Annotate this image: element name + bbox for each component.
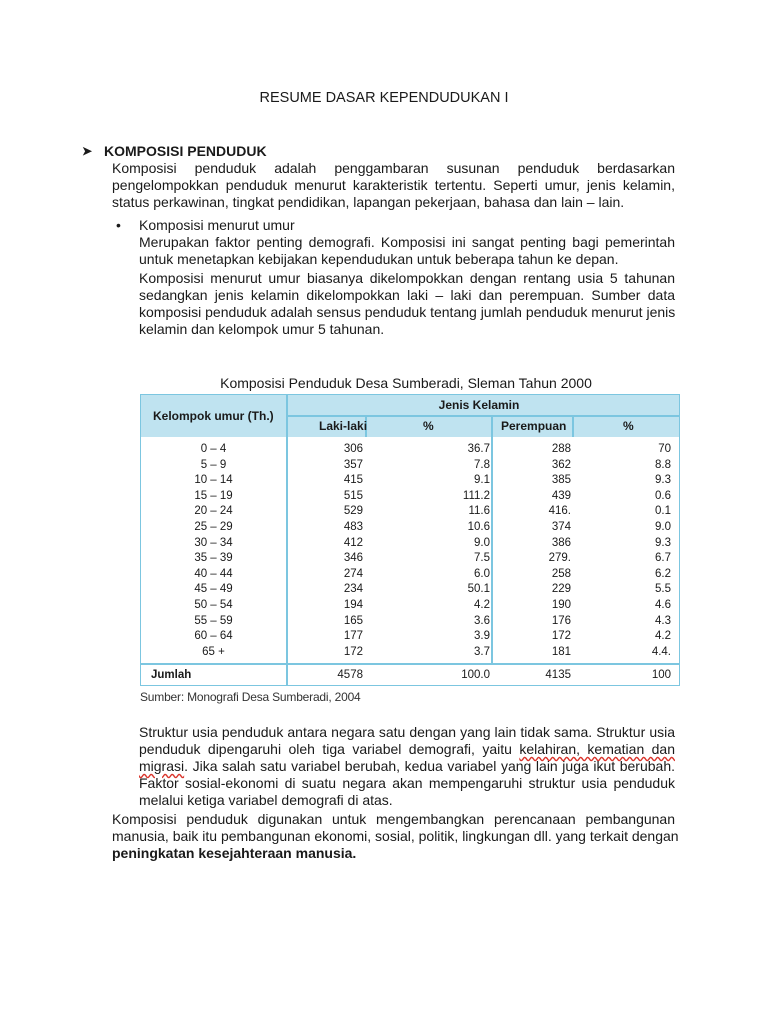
row-female: 386 (551, 536, 571, 549)
total-label: Jumlah (151, 669, 192, 681)
row-male-pct: 3.7 (474, 645, 490, 658)
row-male: 357 (343, 458, 363, 471)
intro-line: Komposisi penduduk adalah penggambaran susunan penduduk berdasarkan (112, 160, 675, 176)
after-line: melalui ketiga variabel demografi di atas. (139, 792, 393, 808)
row-age: 60 – 64 (194, 630, 233, 643)
row-female: 172 (551, 630, 571, 643)
row-female-pct: 5.5 (655, 583, 671, 596)
row-male: 346 (343, 552, 363, 565)
after-line: Komposisi penduduk digunakan untuk mengembangkan perencanaan pembangunan (112, 811, 675, 827)
row-female: 374 (551, 521, 571, 533)
bullet-line: untuk menetapkan kebijakan kependudukan untuk beberapa tahun ke depan. (139, 251, 619, 267)
bullet-line: kelamin dan kelompok umur 5 tahunan. (139, 321, 385, 337)
after-paragraph-3 (112, 811, 679, 862)
row-male-pct: 10.6 (467, 521, 490, 533)
row-female-pct: 6.2 (655, 567, 671, 580)
row-age: 35 – 39 (194, 552, 233, 565)
row-female-pct: 8.8 (655, 458, 671, 471)
row-female: 176 (551, 614, 571, 627)
row-male: 274 (343, 567, 363, 580)
row-age: 20 – 24 (194, 505, 233, 518)
bullet-title (139, 217, 675, 234)
header-male: Laki-laki (319, 419, 368, 433)
section-heading-text: KOMPOSISI PENDUDUK (104, 143, 267, 159)
row-male: 306 (343, 443, 363, 455)
intro-paragraph (112, 160, 675, 211)
row-male: 177 (343, 630, 363, 643)
section-heading (82, 143, 267, 159)
table-divider (491, 416, 493, 437)
after-line: Faktor sosial-ekonomi di suatu negara akan mempengaruhi struktur usia penduduk (139, 775, 675, 791)
after-paragraph-1 (139, 724, 675, 775)
row-female-pct: 0.6 (655, 489, 671, 502)
row-male-pct: 50.1 (467, 583, 490, 596)
row-male: 234 (343, 583, 363, 596)
row-male: 165 (343, 614, 363, 627)
row-age: 50 – 54 (194, 599, 233, 611)
row-female: 279. (548, 552, 571, 565)
bold-conclusion: peningkatan kesejahteraan manusia. (112, 845, 357, 861)
row-female: 181 (551, 645, 571, 658)
table-source: Sumber: Monografi Desa Sumberadi, 2004 (140, 690, 361, 704)
bullet-line: Komposisi menurut umur biasanya dikelompokkan dengan rentang usia 5 tahunan (139, 270, 675, 286)
row-age: 30 – 34 (194, 536, 233, 549)
row-female-pct: 4.2 (655, 630, 671, 643)
total-male-pct: 100.0 (461, 669, 490, 681)
row-male-pct: 36.7 (467, 443, 490, 455)
bullet-dot-icon: • (116, 217, 121, 233)
row-female-pct: 6.7 (655, 552, 671, 565)
arrow-bullet-icon: ➤ (82, 144, 93, 158)
row-male-pct: 7.5 (474, 552, 490, 565)
row-female-pct: 4.6 (655, 599, 671, 611)
row-age: 45 – 49 (194, 583, 233, 596)
page-title: RESUME DASAR KEPENDUDUKAN I (259, 90, 509, 106)
row-age: 0 – 4 (200, 443, 227, 455)
row-female-pct: 9.3 (655, 536, 671, 549)
total-female: 4135 (545, 669, 571, 681)
row-male-pct: 11.6 (468, 505, 490, 518)
row-age: 25 – 29 (194, 521, 233, 533)
population-table (140, 394, 680, 686)
row-female: 288 (551, 443, 571, 455)
row-female-pct: 0.1 (655, 505, 671, 518)
row-male-pct: 9.1 (474, 474, 490, 487)
bullet-line: sedangkan jenis kelamin dikelompokkan laki – laki dan perempuan. Sumber data (139, 287, 675, 303)
row-male-pct: 6.0 (474, 567, 490, 580)
row-age: 10 – 14 (194, 474, 233, 487)
row-male: 194 (343, 599, 363, 611)
total-male: 4578 (337, 669, 363, 681)
row-female: 190 (551, 599, 571, 611)
row-female-pct: 70 (658, 443, 671, 455)
intro-line: pengelompokkan penduduk menurut karakteristik tertentu. Seperti umur, jenis kelamin, (112, 177, 675, 193)
table-divider (287, 415, 679, 417)
row-female: 385 (551, 474, 571, 487)
header-female: Perempuan (501, 419, 567, 433)
underlined-migrasi: migrasi (139, 758, 185, 774)
bullet-paragraph-2 (139, 270, 675, 338)
after-line-mixed (139, 741, 675, 758)
total-female-pct: 100 (651, 669, 671, 681)
row-female-pct: 4.3 (655, 614, 671, 627)
after-line-mixed (139, 758, 675, 775)
after-line: Struktur usia penduduk antara negara satu dengan yang lain tidak sama. Struktur usia (139, 724, 675, 740)
header-female-pct: % (623, 419, 634, 433)
after-paragraph-2 (139, 775, 675, 809)
row-female: 258 (551, 567, 571, 580)
after-line: manusia, baik itu pembangunan ekonomi, sosial, politik, lingkungan dll. yang terkait dengan (112, 828, 679, 844)
header-gender: Jenis Kelamin (438, 398, 520, 412)
row-male-pct: 3.6 (474, 614, 490, 627)
row-female: 416. (548, 505, 571, 518)
row-male-pct: 3.9 (474, 630, 490, 643)
bullet-title-text: Komposisi menurut umur (139, 217, 295, 233)
row-male-pct: 111.2 (462, 489, 490, 502)
header-age-group: Kelompok umur (Th.) (153, 409, 274, 423)
row-male-pct: 9.0 (474, 536, 490, 549)
row-male-pct: 4.2 (474, 599, 490, 611)
row-male: 515 (343, 489, 363, 502)
bullet-line: Merupakan faktor penting demografi. Komposisi ini sangat penting bagi pemerintah (139, 234, 675, 250)
row-female-pct: 4.4. (651, 645, 671, 658)
row-male: 483 (343, 521, 363, 533)
row-age: 65 + (202, 645, 225, 658)
row-male: 415 (343, 474, 363, 487)
table-divider (141, 663, 679, 665)
intro-line: status perkawinan, tingkat pendidikan, lapangan pekerjaan, bahasa dan lain – lain. (112, 194, 625, 210)
row-male: 172 (343, 645, 363, 658)
row-female-pct: 9.0 (655, 521, 671, 533)
row-female: 229 (551, 583, 571, 596)
row-male: 412 (343, 536, 363, 549)
after-text: penduduk dipengaruhi oleh tiga variabel demografi, yaitu (139, 741, 520, 757)
header-male-pct: % (423, 419, 434, 433)
underlined-variables: kelahiran, kematian dan (519, 741, 675, 757)
row-female: 362 (551, 458, 571, 471)
bullet-line: komposisi penduduk adalah sensus penduduk tentang jumlah penduduk menurut jenis (139, 304, 676, 320)
after-text: . Jika salah satu variabel berubah, kedua variabel yang lain juga ikut berubah. (184, 758, 675, 774)
row-age: 55 – 59 (194, 614, 233, 627)
table-divider (572, 416, 574, 437)
row-age: 15 – 19 (194, 489, 233, 502)
table-caption: Komposisi Penduduk Desa Sumberadi, Sleman Tahun 2000 (220, 375, 592, 391)
row-female-pct: 9.3 (655, 474, 671, 487)
row-age: 40 – 44 (194, 567, 233, 580)
row-male: 529 (343, 505, 363, 518)
row-male-pct: 7.8 (474, 458, 490, 471)
row-female: 439 (551, 489, 571, 502)
row-age: 5 – 9 (200, 458, 227, 471)
bullet-paragraph-1 (139, 234, 675, 268)
